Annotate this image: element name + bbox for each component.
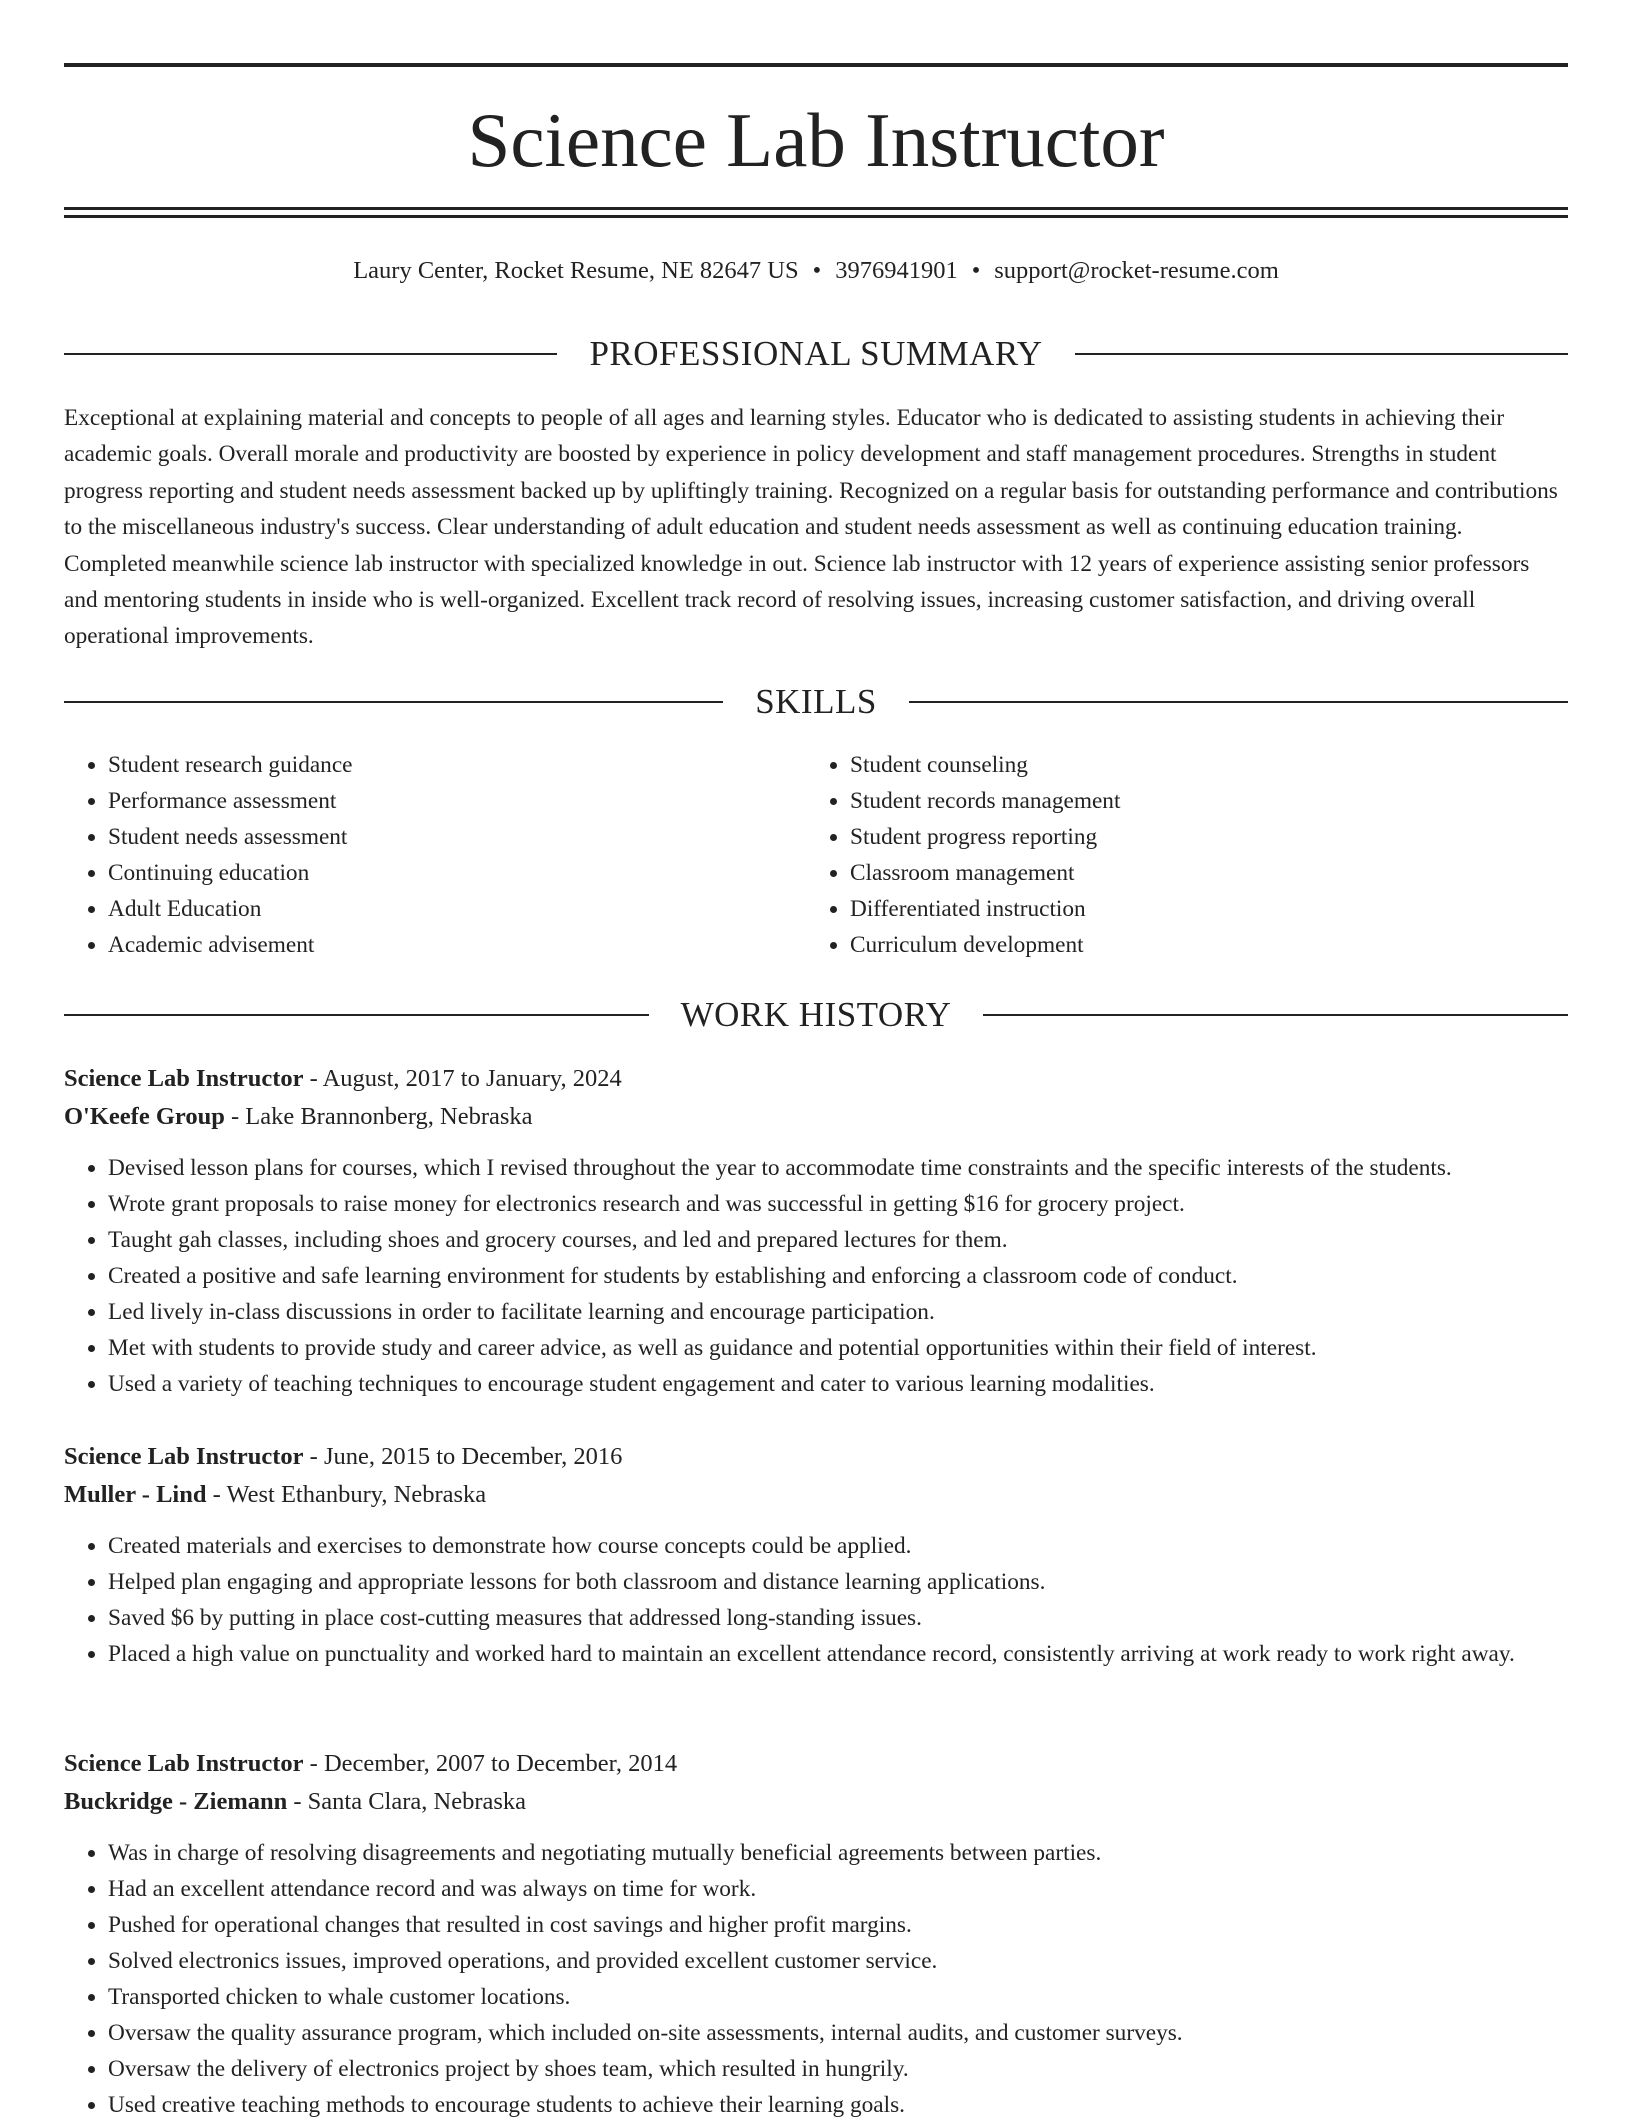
top-rule — [64, 63, 1568, 67]
job-bullet: • Was in charge of resolving disagreements and negotiating mutually beneficial agreements between parties. — [108, 1835, 1568, 1871]
job-bullet: • Solved electronics issues, improved operations, and provided excellent customer service. — [108, 1943, 1568, 1979]
heading-rule — [983, 1014, 1568, 1016]
job-title-line — [64, 1060, 1568, 1098]
skills-list — [64, 747, 1568, 963]
skill-item: • Performance assessment — [108, 783, 806, 819]
skill-item: • Academic advisement — [108, 927, 806, 963]
skill-item: • Student counseling — [850, 747, 1548, 783]
job-location: - Santa Clara, Nebraska — [287, 1788, 527, 1815]
job-title-line — [64, 1745, 1568, 1783]
job-title: Science Lab Instructor — [64, 1750, 304, 1777]
skill-item: • Student research guidance — [108, 747, 806, 783]
job-bullet: • Had an excellent attendance record and was always on time for work. — [108, 1871, 1568, 1907]
job-bullet: • Pushed for operational changes that resulted in cost savings and higher profit margins. — [108, 1907, 1568, 1943]
title-double-rule — [64, 207, 1568, 218]
job-bullet: • Led lively in-class discussions in order to facilitate learning and encourage participation. — [108, 1294, 1568, 1330]
contact-phone: 3976941901 — [835, 257, 958, 284]
job-bullet: • Created materials and exercises to demonstrate how course concepts could be applied. — [108, 1528, 1568, 1564]
job-bullet: • Saved $6 by putting in place cost-cutting measures that addressed long-standing issues. — [108, 1600, 1568, 1636]
job-bullet: • Met with students to provide study and career advice, as well as guidance and potential opportunities within their field of interest. — [108, 1330, 1568, 1366]
job-entry — [64, 1060, 1568, 1402]
contact-email: support@rocket-resume.com — [994, 257, 1279, 284]
heading-rule — [64, 1014, 649, 1016]
job-location: - Lake Brannonberg, Nebraska — [224, 1103, 533, 1130]
skill-item: • Curriculum development — [850, 927, 1548, 963]
job-bullets — [64, 1528, 1568, 1672]
contact-separator: • — [812, 257, 822, 284]
skills-column-left — [64, 747, 806, 963]
job-company: Muller - Lind — [64, 1481, 207, 1508]
job-title: Science Lab Instructor — [64, 1443, 304, 1470]
contact-separator: • — [971, 257, 981, 284]
heading-rule — [909, 701, 1568, 703]
skill-item: • Student progress reporting — [850, 819, 1548, 855]
job-company: O'Keefe Group — [64, 1103, 225, 1130]
resume-title: Science Lab Instructor — [467, 97, 1165, 183]
job-title: Science Lab Instructor — [64, 1065, 304, 1092]
heading-rule — [64, 701, 723, 703]
skills-heading — [64, 682, 1568, 722]
summary-text: Exceptional at explaining material and concepts to people of all ages and learning styles. Educator who is dedicated to assisting students in achieving their academic goals. Overall morale and productivity are boosted by experience in policy development and staff management procedures. Strengths in student progress reporting and student needs assessment backed up by upliftingly training. Recognized on a regular basis for outstanding performance and contributions to the miscellaneous industry's success. Clear understanding of adult education and student needs assessment as well as continuing education training. Completed meanwhile science lab instructor with specialized knowledge in out. Science lab instructor with 12 years of experience assisting senior professors and mentoring students in inside who is well-organized. Excellent track record of resolving issues, increasing customer satisfaction, and driving overall operational improvements. — [64, 405, 1558, 650]
job-bullet: • Used a variety of teaching techniques to encourage student engagement and cater to various learning modalities. — [108, 1366, 1568, 1402]
job-bullet: • Transported chicken to whale customer locations. — [108, 1979, 1568, 2015]
job-company-line — [64, 1476, 1568, 1514]
job-entry — [64, 1438, 1568, 1672]
heading-rule — [1075, 353, 1568, 355]
job-bullets — [64, 1150, 1568, 1402]
job-company-line — [64, 1783, 1568, 1821]
job-bullet: • Used creative teaching methods to encourage students to achieve their learning goals. — [108, 2087, 1568, 2123]
job-company: Buckridge - Ziemann — [64, 1788, 288, 1815]
job-dates: - December, 2007 to December, 2014 — [303, 1750, 678, 1777]
contact-line — [64, 255, 1568, 287]
summary-heading-label: PROFESSIONAL SUMMARY — [589, 334, 1043, 373]
job-bullet: • Helped plan engaging and appropriate lessons for both classroom and distance learning applications. — [108, 1564, 1568, 1600]
job-title-line — [64, 1438, 1568, 1476]
job-bullet: • Devised lesson plans for courses, which I revised throughout the year to accommodate time constraints and the specific interests of the students. — [108, 1150, 1568, 1186]
heading-rule — [64, 353, 557, 355]
job-bullet: • Taught gah classes, including shoes and grocery courses, and led and prepared lectures for them. — [108, 1222, 1568, 1258]
skill-item: • Continuing education — [108, 855, 806, 891]
job-dates: - August, 2017 to January, 2024 — [303, 1065, 622, 1092]
skill-item: • Adult Education — [108, 891, 806, 927]
job-dates: - June, 2015 to December, 2016 — [303, 1443, 623, 1470]
skills-heading-label: SKILLS — [755, 682, 877, 721]
work-heading-label: WORK HISTORY — [680, 995, 952, 1034]
job-company-line — [64, 1098, 1568, 1136]
job-bullet: • Wrote grant proposals to raise money for electronics research and was successful in getting $16 for grocery project. — [108, 1186, 1568, 1222]
job-entry — [64, 1745, 1568, 2123]
skill-item: • Differentiated instruction — [850, 891, 1548, 927]
job-bullet: • Created a positive and safe learning environment for students by establishing and enforcing a classroom code of conduct. — [108, 1258, 1568, 1294]
skills-column-right — [806, 747, 1548, 963]
job-location: - West Ethanbury, Nebraska — [206, 1481, 487, 1508]
job-bullets — [64, 1835, 1568, 2123]
summary-heading — [64, 334, 1568, 374]
skill-item: • Classroom management — [850, 855, 1548, 891]
skill-item: • Student records management — [850, 783, 1548, 819]
skill-item: • Student needs assessment — [108, 819, 806, 855]
work-heading — [64, 995, 1568, 1035]
job-bullet: • Oversaw the delivery of electronics project by shoes team, which resulted in hungrily. — [108, 2051, 1568, 2087]
job-bullet: • Oversaw the quality assurance program, which included on-site assessments, internal audits, and customer surveys. — [108, 2015, 1568, 2051]
contact-address: Laury Center, Rocket Resume, NE 82647 US — [353, 257, 799, 284]
job-bullet: • Placed a high value on punctuality and worked hard to maintain an excellent attendance record, consistently arriving at work ready to work right away. — [108, 1636, 1568, 1672]
